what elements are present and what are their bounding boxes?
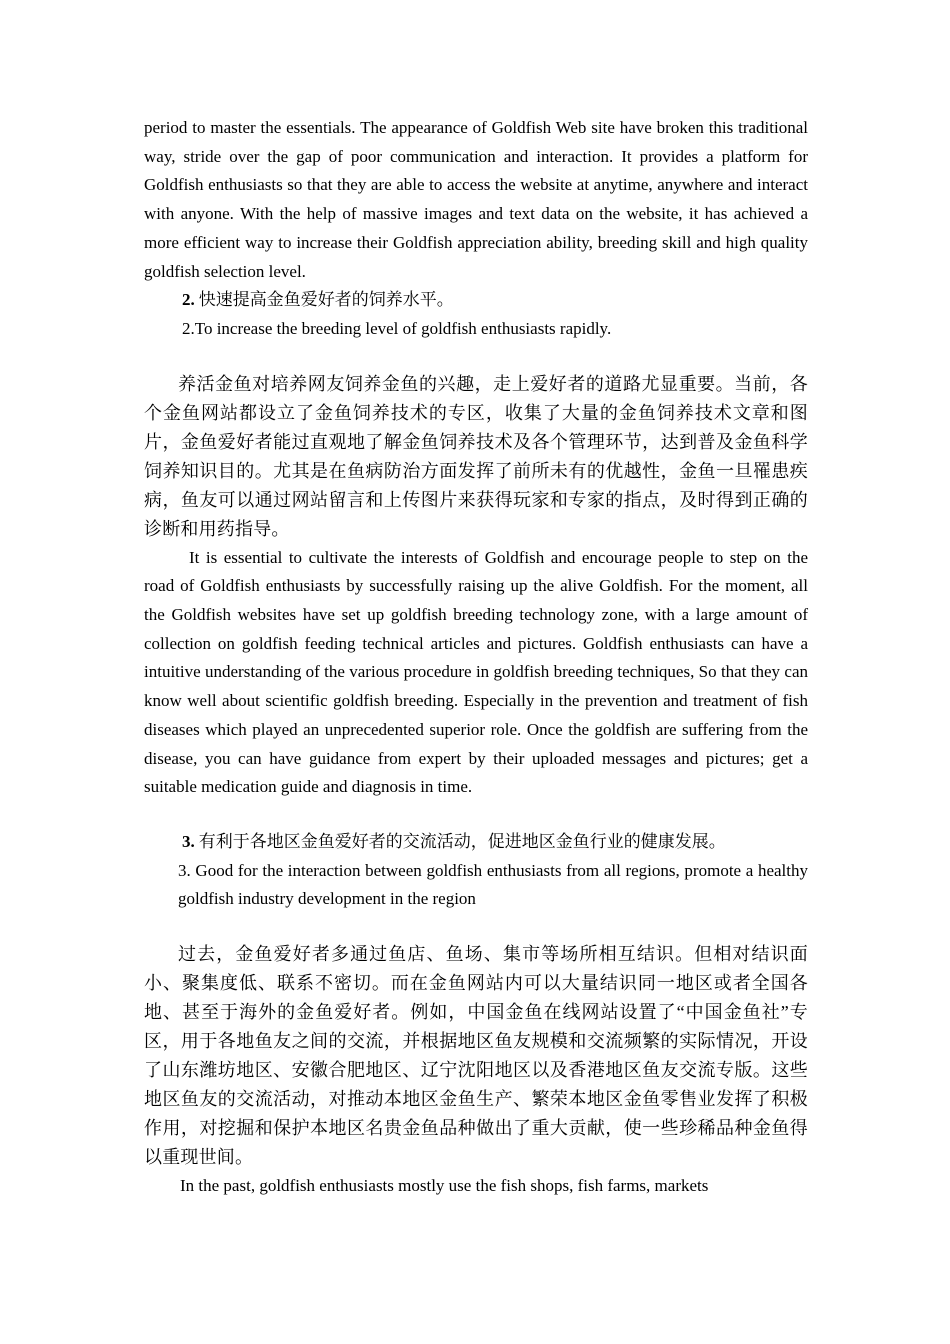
section-3-heading-en: 3. Good for the interaction between goldfish enthusiasts from all regions, promote a healthy goldfish industry development in the region — [178, 860, 808, 909]
section-2-title-cn: 快速提高金鱼爱好者的饲养水平。 — [198, 290, 454, 310]
section-2-heading-cn — [144, 286, 808, 315]
section-2-number: 2. — [182, 290, 195, 310]
section-3-body-en: In the past, goldfish enthusiasts mostly use the fish shops, fish farms, markets — [180, 1176, 709, 1196]
section-2-body-cn: 养活金鱼对培养网友饲养金鱼的兴趣，走上爱好者的道路尤显重要。当前，各个金鱼网站都设立了金鱼饲养技术的专区，收集了大量的金鱼饲养技术文章和图片，金鱼爱好者能过直观地了解金鱼饲养技术及各个管理环节，达到普及金鱼科学饲养知识目的。尤其是在鱼病防治方面发挥了前所未有的优越性，金鱼一旦罹患疾病，鱼友可以通过网站留言和上传图片来获得玩家和专家的指点，及时得到正确的诊断和用药指导。 — [144, 373, 808, 539]
section-2-heading-en: 2.To increase the breeding level of goldfish enthusiasts rapidly. — [182, 318, 612, 338]
paragraph-intro-en: period to master the essentials. The appearance of Goldfish Web site have broken this traditional way, stride over the gap of poor communication and interaction. It provides a platform for Goldfish enthusiasts so that they are able to access the website at anytime, anywhere and interact with anyone. With the help of massive images and text data on the website, it has achieved a more efficient way to increase their Goldfish appreciation ability, breeding skill and high quality goldfish selection level. — [144, 118, 808, 281]
section-3-heading-cn — [144, 828, 808, 857]
document-page — [144, 114, 808, 1201]
section-2-body-en: It is essential to cultivate the interests of Goldfish and encourage people to step on the road of Goldfish enthusiasts by successfully raising up the alive Goldfish. For the moment, all the Goldfish websites have set up goldfish breeding technology zone, with a large amount of collection on goldfish feeding technical articles and pictures. Goldfish enthusiasts can have a intuitive understanding of the various procedure in goldfish breeding techniques, So that they can know well about scientific goldfish breeding. Especially in the prevention and treatment of fish diseases which played an unprecedented superior role. Once the goldfish are suffering from the disease, you can have guidance from expert by their uploaded messages and pictures; get a suitable medication guide and diagnosis in time. — [144, 547, 808, 797]
section-3-number: 3. — [182, 831, 195, 851]
spacer — [144, 344, 808, 370]
spacer — [144, 914, 808, 940]
section-3-body-cn: 过去，金鱼爱好者多通过鱼店、鱼场、集市等场所相互结识。但相对结识面小、聚集度低、联系不密切。而在金鱼网站内可以大量结识同一地区或者全国各地、甚至于海外的金鱼爱好者。例如，中国金鱼在线网站设置了“中国金鱼社”专区，用于各地鱼友之间的交流，并根据地区鱼友规模和交流频繁的实际情况，开设了山东潍坊地区、安徽合肥地区、辽宁沈阳地区以及香港地区鱼友交流专版。这些地区鱼友的交流活动，对推动本地区金鱼生产、繁荣本地区金鱼零售业发挥了积极作用，对挖掘和保护本地区名贵金鱼品种做出了重大贡献，使一些珍稀品种金鱼得以重现世间。 — [144, 944, 808, 1168]
section-3-title-cn: 有利于各地区金鱼爱好者的交流活动，促进地区金鱼行业的健康发展。 — [198, 831, 726, 851]
spacer — [144, 802, 808, 828]
